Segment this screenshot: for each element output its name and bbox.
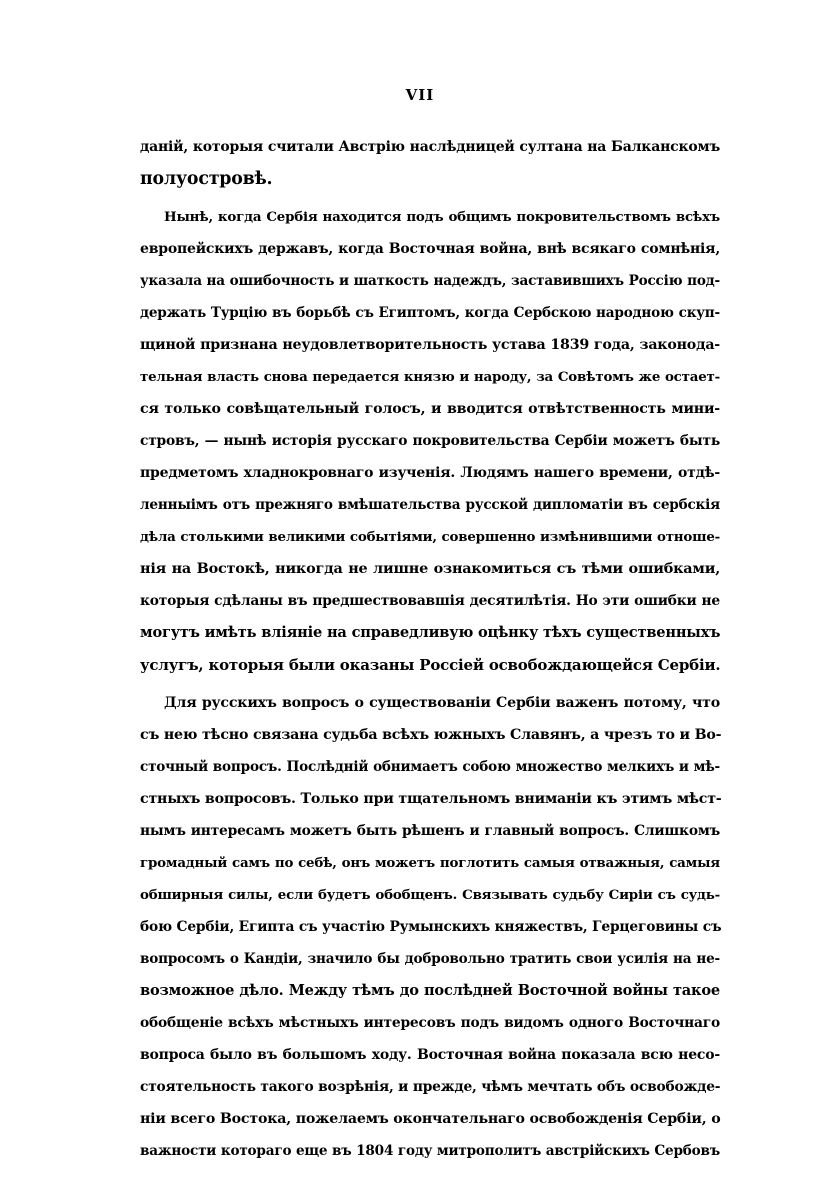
text-line: которыя сдѣланы въ предшествовавшія десятилѣтія. Но эти ошибки не xyxy=(140,593,720,609)
text-line: держать Турцію въ борьбѣ съ Египтомъ, когда Сербскою народною скуп- xyxy=(140,305,720,321)
text-line: возможное дѣло. Между тѣмъ до послѣдней Восточной войны такое xyxy=(140,982,720,999)
text-line: даній, которыя считали Австрію наслѣдницей султана на Балканскомъ xyxy=(140,139,720,155)
text-line: стныхъ вопросовъ. Только при тщательномъ вниманіи къ этимъ мѣст- xyxy=(140,791,722,807)
text-line: стровъ, — нынѣ исторія русскаго покровительства Сербіи можетъ быть xyxy=(140,433,720,449)
text-line: нія на Востокѣ, никогда не лишне ознакомиться съ тѣми ошибками, xyxy=(140,560,720,577)
text-line: громадный самъ по себѣ, онъ можетъ поглотить самыя отважныя, самыя xyxy=(140,855,720,871)
text-line: полуостровѣ. xyxy=(140,169,273,189)
text-line: вопроса было въ большомъ ходу. Восточная война показала всю несо- xyxy=(140,1047,720,1063)
text-line: предметомъ хладнокровнаго изученія. Людямъ нашего времени, отдѣ- xyxy=(140,465,720,481)
text-line: могутъ имѣть вліяніе на справедливую оцѣнку тѣхъ существенныхъ xyxy=(140,624,721,641)
text-line: обширныя силы, если будетъ обобщенъ. Связывать судьбу Сиріи съ судь- xyxy=(140,887,720,903)
text-line: ся только совѣщательный голосъ, и вводится отвѣтственность мини- xyxy=(140,401,720,417)
text-line: ніи всего Востока, пожелаемъ окончательнаго освобожденія Сербіи, о xyxy=(140,1111,721,1127)
text-line: щиной признана неудовлетворительность устава 1839 года, законода- xyxy=(140,337,720,353)
body-text xyxy=(140,131,720,1167)
text-line: ленныімъ отъ прежняго вмѣшательства русской дипломатіи въ сербскія xyxy=(140,497,720,513)
paragraph-2 xyxy=(140,201,720,681)
paragraph-3 xyxy=(140,687,720,1167)
text-line: обобщеніе всѣхъ мѣстныхъ интересовъ подъ видомъ одного Восточнаго xyxy=(140,1015,720,1031)
text-line: дѣла столькими великими событіями, совершенно измѣнившими отноше- xyxy=(140,529,720,545)
text-line: съ нею тѣсно связана судьба всѣхъ южныхъ Славянъ, а чрезъ то и Во- xyxy=(140,727,722,743)
text-line: европейскихъ державъ, когда Восточная война, внѣ всякаго сомнѣнія, xyxy=(140,241,720,257)
text-line: сточный вопросъ. Послѣдній обнимаетъ собою множество мелкихъ и мѣ- xyxy=(140,759,720,775)
text-line: тельная власть снова передается князю и народу, за Совѣтомъ же остает- xyxy=(140,369,720,385)
text-line: указала на ошибочность и шаткость надеждъ, заставившихъ Россію под- xyxy=(140,273,720,289)
text-line: нымъ интересамъ можетъ быть рѣшенъ и главный вопросъ. Слишкомъ xyxy=(140,823,720,839)
text-line: услугъ, которыя были оказаны Россіей освобождающейся Сербіи. xyxy=(140,656,721,674)
text-line: стоятельность такого возрѣнія, и прежде, чѣмъ мечтать объ освобожде- xyxy=(140,1079,721,1095)
page-number: VII xyxy=(405,86,435,104)
text-line: Для русскихъ вопросъ о существованіи Сербіи важенъ потому, что xyxy=(164,695,720,711)
text-line: Нынѣ, когда Сербія находится подъ общимъ покровительствомъ всѣхъ xyxy=(164,209,720,225)
text-line: вопросомъ о Кандіи, значило бы добровольно тратить свои усилія на не- xyxy=(140,951,720,967)
text-line: бою Сербіи, Египта съ участію Румынскихъ княжествъ, Герцеговины съ xyxy=(140,919,722,935)
text-line: важности котораго еще въ 1804 году митрополитъ австрійскихъ Сербовъ xyxy=(140,1143,720,1159)
paragraph-1 xyxy=(140,131,720,195)
